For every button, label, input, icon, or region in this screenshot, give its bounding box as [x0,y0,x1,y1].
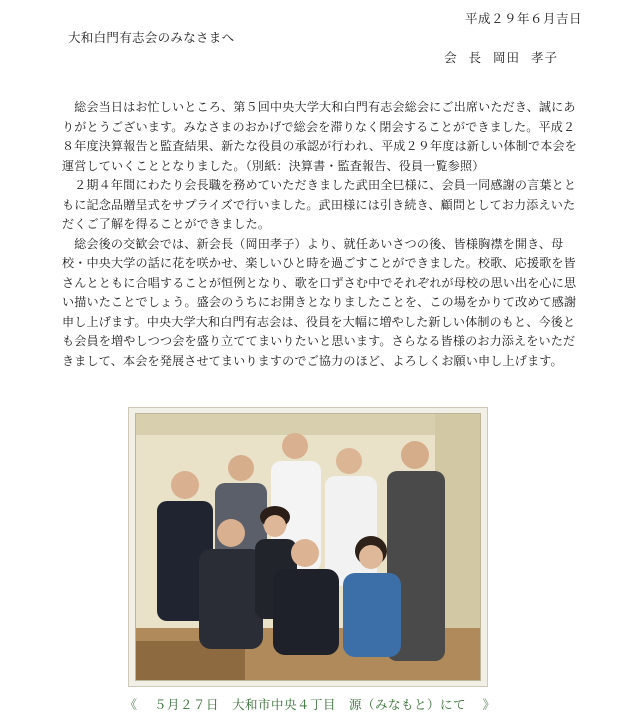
caption-open-bracket: 《 [124,697,138,712]
group-photo [128,407,488,687]
body-paragraph: ２期４年間にわたり会長職を務めていただきました武田全巳様に、会員一同感謝の言葉とともに記念品贈呈式をサプライズで行いました。武田様には引き続き、顧問としてお力添えいただくご了解を得ることができました。 [62,178,577,231]
body-paragraph: 総会当日はお忙しいところ、第５回中央大学大和白門有志会総会にご出席いただき、誠にありがとうございます。みなさまのおかげで総会を滞りなく閉会することができました。平成２８年度決算報告と監査結果、新たな役員の承認が行われ、平成２９年度は新しい体制で本会を運営していくこととなりました。（別紙：決算書・監査報告、役員一覧参照） [62,100,577,173]
letter-signer: 会 長 岡田 孝子 [444,50,558,65]
letter-addressee: 大和白門有志会のみなさまへ [68,30,235,45]
caption-close-bracket: 》 [482,697,496,712]
letter-body [62,98,584,371]
caption-text: ５月２７日 大和市中央４丁目 源（みなもと）にて [153,697,466,712]
letter-date: 平成２９年６月吉日 [464,11,582,26]
group-photo-illustration [135,413,481,681]
body-paragraph: 総会後の交歓会では、新会長（岡田孝子）より、就任あいさつの後、皆様胸襟を開き、母校・中央大学の話に花を咲かせ、楽しいひと時を過ごすことができました。校歌、応援歌を皆さんとともに合唱することが恒例となり、歌を口ずさむ中でそれぞれが母校の思い出を心に思い描いたことでしょう。盛会のうちにお開きとなりましたことを、この場をかりて改めて感謝申し上げます。中央大学大和白門有志会は、役員を大幅に増やした新しい体制のもと、今後とも会員を増やしつつ会を盛り立ててまいりたいと思います。さらなる皆様のお力添えをいただきまして、本会を発展させてまいりますのでご協力のほど、よろしくお願い申し上げます。 [62,236,577,368]
photo-caption [0,695,620,713]
